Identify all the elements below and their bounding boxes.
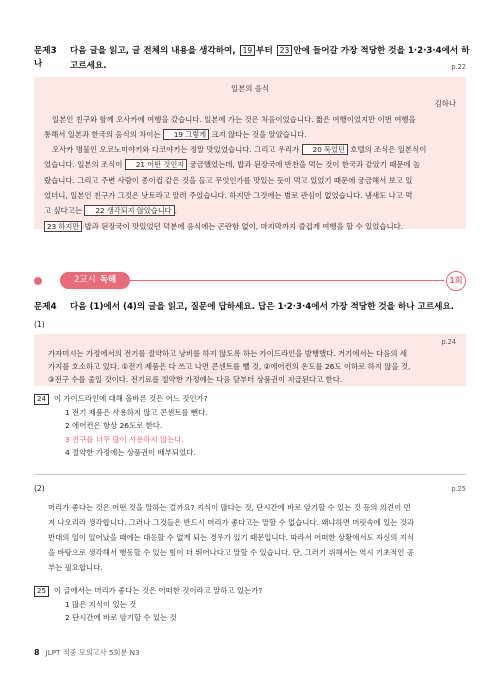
part2-page-ref: p.25 xyxy=(451,485,466,493)
p1-c: 크지 않다는 것을 알았습니다. xyxy=(211,129,307,139)
blank-23: 23 하지만 xyxy=(44,221,82,232)
footer-text: JLPT 적중 모의고사 5회분 N3 xyxy=(45,648,140,657)
p2-h: . xyxy=(174,206,177,216)
section-label-lite: 2교시 xyxy=(74,275,96,285)
section-round-badge: 1회 xyxy=(446,271,466,291)
q25-option-1[interactable]: 1 많은 지식이 있는 것 xyxy=(65,599,137,609)
q24-option-2[interactable]: 2 에어컨은 항상 26도로 한다. xyxy=(65,421,163,430)
part1-passage xyxy=(34,334,466,386)
q3-number: 문제3 xyxy=(34,46,57,56)
p2-f: 었더니, 일본인 친구가 그것은 낫토라고 알려 주었습니다. 하지만 그것에는 별로 관심이 없었습니다. 냄새도 나고 먹 xyxy=(44,191,413,201)
part2-line-3: 반대의 일이 일어났을 때에는 대응할 수 없게 되는 경우가 있기 때문입니다. 따라서 어떠한 상황에서도 자신의 지식 xyxy=(48,533,415,542)
q24-option-4[interactable]: 4 절약한 가정에는 상품권이 배부되었다. xyxy=(65,448,196,457)
part2-line-5: 부는 필요합니다. xyxy=(48,563,103,572)
p2-d: 궁금했었는데, 밥과 된장국에 반찬을 먹는 것이 한국과 같았기 때문에 놀 xyxy=(189,160,421,170)
page-number: 8 xyxy=(34,648,40,657)
section-dot xyxy=(34,277,42,285)
blank-20: 20 묵었던 xyxy=(302,144,348,155)
q3-page-ref: p.22 xyxy=(451,63,466,71)
q3-text-a: 다음 글을 읽고, 글 전체의 내용을 생각하여, xyxy=(70,46,236,56)
page-footer xyxy=(34,648,140,658)
q3-text-b: 부터 xyxy=(256,46,273,56)
q3-heading-line2 xyxy=(34,60,106,73)
part2-line-4: 을 바탕으로 생각해서 행동할 수 있는 힘이 더 뛰어나다고 말할 수 있습니다. 단, 그러기 위해서는 역시 기초적인 공 xyxy=(48,548,414,557)
passage-paragraph-1 xyxy=(44,112,456,143)
passage-author: 김하나 xyxy=(434,99,456,109)
p2-e: 랐습니다. 그리고 주변 사람이 종이컵 같은 것을 들고 무엇인가를 맛있는 듯이 먹고 있었기 때문에 궁금해서 보고 있 xyxy=(44,175,413,185)
part1-line-3: ③전구 수를 줄일 것이다. 전기료를 절약한 가정에는 다음 달부터 상품권이 지급된다고 한다. xyxy=(48,375,343,384)
p3: 밥과 된장국이 맛있었던 덕분에 음식에는 곤란함 없이, 마지막까지 즐겁게 여행을 할 수 있었습니다. xyxy=(84,221,404,231)
part1-page-ref: p.24 xyxy=(441,338,456,346)
q25-block xyxy=(34,584,262,625)
section-pill xyxy=(60,272,130,289)
part1-line-2: 가지를 호소하고 있다. ①전기 제품은 다 쓰고 나면 콘센트를 뺄 것, ②에어컨의 온도를 26도 이하로 하지 않을 것, xyxy=(48,362,411,371)
q24-question: 이 가이드라인에 대해 올바른 것은 어느 것인가? xyxy=(53,394,208,403)
q24-stem xyxy=(34,392,208,406)
q24-number: 24 xyxy=(34,394,49,405)
section-header xyxy=(34,271,466,291)
q25-question: 이 글에서는 머리가 좋다는 것은 어떠한 것이라고 말하고 있는가? xyxy=(53,586,263,595)
q3-box-start: 19 xyxy=(240,45,256,56)
q24-option-1[interactable]: 1 전기 제품은 사용하지 않고 콘센트를 뺀다. xyxy=(65,407,208,417)
p1-b: 통해서 일본과 한국의 음식의 차이는 xyxy=(44,129,161,139)
q3-passage xyxy=(34,77,466,229)
part1-line-1: 가자미시는 가정에서의 전기를 절약하고 낭비를 하지 않도록 하는 가이드라인을 발행했다. 거기에서는 다음의 세 xyxy=(48,349,407,358)
q25-number: 25 xyxy=(34,586,49,597)
p1-a: 일본인 친구와 함께 오사카에 여행을 갔습니다. 일본에 가는 것은 처음이었습니다. 짧은 여행이었지만 이번 여행을 xyxy=(52,114,416,124)
p2-b: 호텔의 조식은 일본식이 xyxy=(350,145,427,155)
part2-line-2: 저 나오리라 생각합니다. 그러나 그것들은 반드시 머리가 좋다고는 말할 수 없습니다. 왜냐하면 머릿속에 있는 것과 xyxy=(48,518,415,527)
q3-box-end: 23 xyxy=(277,45,293,56)
q4-number: 문제4 xyxy=(34,302,57,312)
blank-21: 21 어떤 것인지 xyxy=(125,159,187,170)
p2-g: 고 싶다고는 xyxy=(44,206,83,216)
part1-passage-text xyxy=(44,347,456,386)
part1-label: (1) xyxy=(34,320,45,329)
blank-22: 22 생각되지 않았습니다 xyxy=(84,205,174,216)
divider xyxy=(34,474,466,475)
q3-text-c: 안에 들어갈 가장 적당한 것을 1·2·3·4에서 하나 xyxy=(34,46,470,69)
q25-option-2[interactable]: 2 단시간에 바로 암기할 수 있는 것 xyxy=(65,613,177,622)
p2-a: 오사카 명물인 오코노미야키와 다코야키는 정말 맛있었습니다. 그리고 우리가 xyxy=(52,145,300,155)
q25-stem xyxy=(34,584,262,598)
passage-paragraph-3 xyxy=(44,219,456,234)
passage-title: 일본의 음식 xyxy=(230,84,270,93)
part2-passage xyxy=(34,497,466,575)
q24-block xyxy=(34,392,208,460)
passage-paragraph-2 xyxy=(44,142,456,218)
q3-text-line2: 고르세요. xyxy=(70,61,107,71)
q4-heading xyxy=(34,301,454,314)
blank-19: 19 그렇게 xyxy=(163,129,209,140)
section-line xyxy=(124,280,444,281)
part2-line-1: 머리가 좋다는 것은 어떤 것을 말하는 걸까요? 지식이 많다는 것, 단시간에 바로 암기할 수 있는 것 등의 의견이 먼 xyxy=(48,503,411,512)
q24-option-3[interactable]: 3 전구를 너무 많이 사용하지 않는다. xyxy=(65,434,184,444)
section-label-bold: 독해 xyxy=(99,275,117,285)
q4-text: 다음 (1)에서 (4)의 글을 읽고, 질문에 답하세요. 답은 1·2·3·4에서 가장 적당한 것을 하나 고르세요. xyxy=(70,302,455,312)
p2-c: 었습니다. 일본의 조식이 xyxy=(44,160,123,170)
part2-label: (2) xyxy=(34,484,45,493)
